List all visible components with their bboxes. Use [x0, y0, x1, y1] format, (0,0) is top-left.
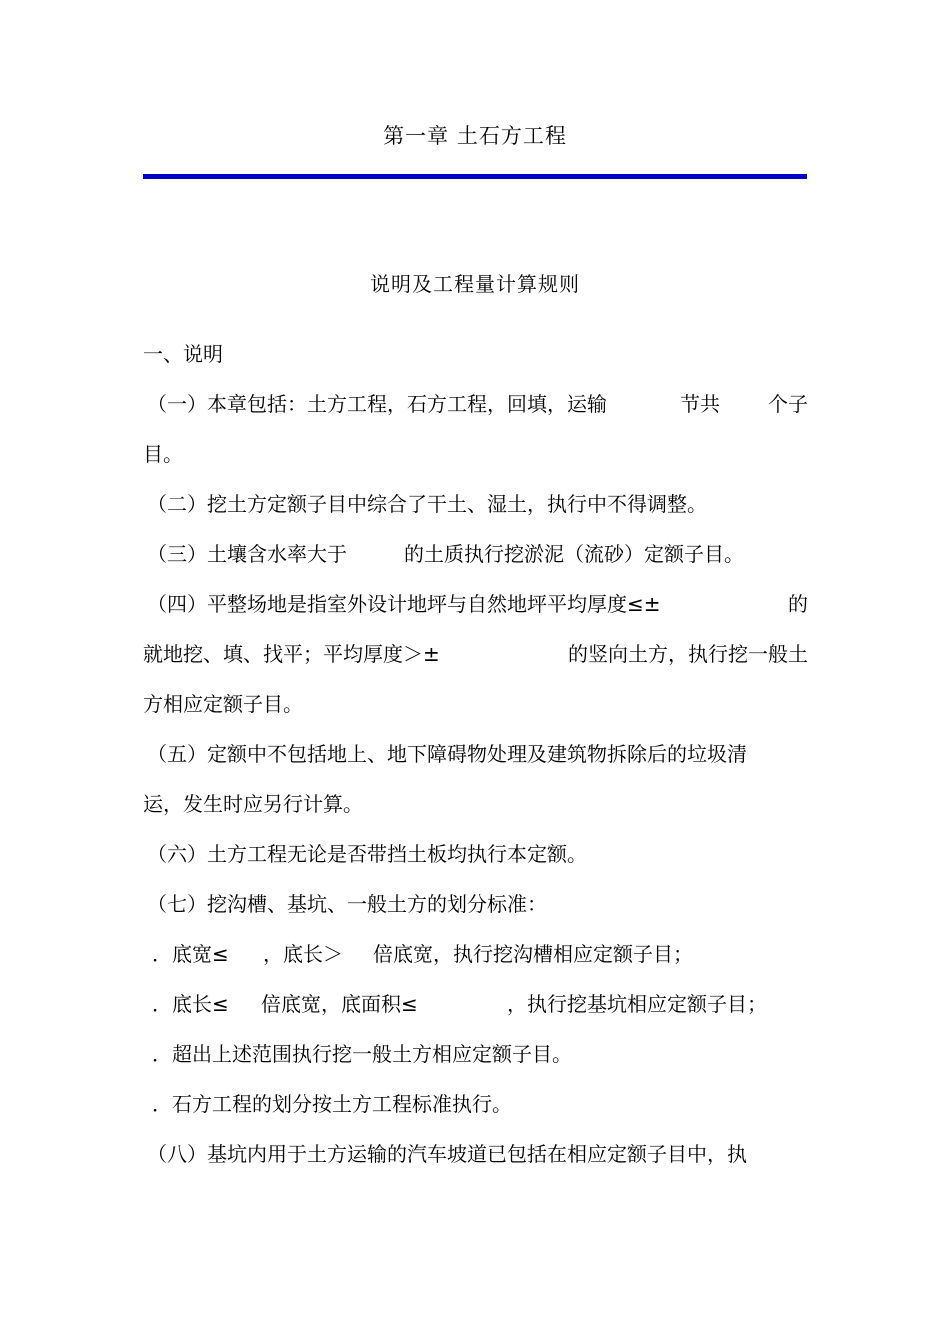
document-body — [143, 336, 808, 1186]
paragraph-heading — [143, 336, 808, 386]
list-item-pit-length: ．底长≤ — [152, 992, 229, 1016]
paragraph-5-text: （五）定额中不包括地上、地下障碍物处理及建筑物拆除后的垃圾清 — [147, 742, 747, 766]
paragraph-4-cont-2-text: 方相应定额子目。 — [143, 692, 303, 716]
chapter-title: 第一章 土石方工程 — [383, 124, 567, 148]
heading-text: 一、说明 — [143, 342, 223, 366]
list-item-pit-area: 倍底宽，底面积≤ — [261, 992, 418, 1016]
paragraph-3-text-cont: 的土质执行挖淤泥（流砂）定额子目。 — [404, 542, 744, 566]
paragraph-4-cont-text: 就地挖、填、找平；平均厚度＞± — [143, 642, 440, 666]
list-item-trench-rule: 倍底宽，执行挖沟槽相应定额子目； — [373, 942, 693, 966]
paragraph-5-cont — [143, 786, 808, 836]
paragraph-4 — [143, 586, 808, 636]
paragraph-2 — [143, 486, 808, 536]
list-item-general — [143, 1036, 808, 1086]
paragraph-4-tail: 的 — [788, 592, 808, 616]
paragraph-4-text: （四）平整场地是指室外设计地坪与自然地坪平均厚度≤± — [147, 592, 661, 616]
paragraph-1-items: 个子 — [768, 392, 808, 416]
paragraph-1-sections: 节共 — [680, 392, 720, 416]
paragraph-7 — [143, 886, 808, 936]
paragraph-1-cont — [143, 436, 808, 486]
list-item-rock — [143, 1086, 808, 1136]
list-item-general-text: ．超出上述范围执行挖一般土方相应定额子目。 — [152, 1042, 572, 1066]
list-item-pit — [143, 986, 808, 1036]
title-divider — [143, 174, 807, 179]
paragraph-1-cont-text: 目。 — [143, 442, 183, 466]
paragraph-6-text: （六）土方工程无论是否带挡土板均执行本定额。 — [147, 842, 587, 866]
paragraph-4-cont-tail: 的竖向土方，执行挖一般土 — [568, 642, 808, 666]
list-item-pit-rule: ，执行挖基坑相应定额子目； — [507, 992, 767, 1016]
paragraph-4-cont-2 — [143, 686, 808, 736]
list-item-rock-text: ．石方工程的划分按土方工程标准执行。 — [152, 1092, 512, 1116]
list-item-trench-length: ，底长＞ — [263, 942, 343, 966]
section-title: 说明及工程量计算规则 — [370, 272, 580, 296]
paragraph-4-cont — [143, 636, 808, 686]
paragraph-7-text: （七）挖沟槽、基坑、一般土方的划分标准： — [147, 892, 547, 916]
paragraph-2-text: （二）挖土方定额子目中综合了干土、湿土，执行中不得调整。 — [147, 492, 707, 516]
paragraph-5 — [143, 736, 808, 786]
paragraph-1-text: （一）本章包括：土方工程，石方工程，回填，运输 — [147, 392, 607, 416]
paragraph-5-cont-text: 运，发生时应另行计算。 — [143, 792, 363, 816]
paragraph-3 — [143, 536, 808, 586]
paragraph-3-text: （三）土壤含水率大于 — [147, 542, 347, 566]
paragraph-1 — [143, 386, 808, 436]
paragraph-8-text: （八）基坑内用于土方运输的汽车坡道已包括在相应定额子目中，执 — [147, 1142, 747, 1166]
list-item-trench-width: ．底宽≤ — [152, 942, 229, 966]
paragraph-8 — [143, 1136, 808, 1186]
list-item-trench — [143, 936, 808, 986]
paragraph-6 — [143, 836, 808, 886]
